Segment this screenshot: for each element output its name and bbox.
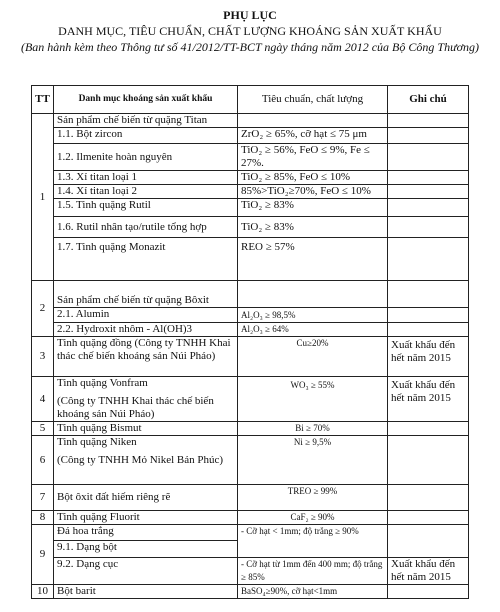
- note-cell: [388, 144, 469, 171]
- item-cell: [54, 436, 238, 485]
- row-number: 9: [32, 525, 54, 585]
- standard-cell: TiO₂ ≥ 85%, FeO ≤ 10%: [238, 171, 388, 185]
- note-cell: [388, 281, 469, 308]
- item-cell: 1.3. Xỉ titan loại 1: [54, 171, 238, 185]
- note-cell: [388, 114, 469, 128]
- table-row: [32, 436, 469, 485]
- table-row: [32, 525, 469, 541]
- col-header-standard: Tiêu chuẩn, chất lượng: [238, 86, 388, 114]
- standard-cell: ZrO₂ ≥ 65%, cỡ hạt ≤ 75 μm: [238, 128, 388, 144]
- row-number: 8: [32, 511, 54, 525]
- col-header-item: Danh mục khoáng sản xuất khẩu: [54, 86, 238, 114]
- standard-cell: TiO₂ ≥ 56%, FeO ≤ 9%, Fe ≤ 27%.: [238, 144, 388, 171]
- table-row: [32, 185, 469, 199]
- standard-cell: TiO₂ ≥ 83%: [238, 217, 388, 238]
- standard-cell: Ni ≥ 9,5%: [238, 436, 388, 485]
- note-cell: [388, 485, 469, 511]
- item-cell: 9.1. Dạng bột: [54, 541, 238, 558]
- standard-cell: BaSO₄≥90%, cỡ hạt<1mm: [238, 585, 388, 599]
- item-cell: 2.2. Hydroxit nhôm - Al(OH)3: [54, 323, 238, 337]
- standard-cell: Bi ≥ 70%: [238, 422, 388, 436]
- table-row: [32, 238, 469, 281]
- standard-cell: [238, 281, 388, 308]
- item-company: (Công ty TNHH Khai thác chế biến khoáng sản Núi Pháo): [57, 395, 214, 420]
- item-cell: Tinh quặng Fluorit: [54, 511, 238, 525]
- note-cell: [388, 238, 469, 281]
- table-row: [32, 337, 469, 377]
- note-cell: [388, 323, 469, 337]
- standard-cell: CaF₂ ≥ 90%: [238, 511, 388, 525]
- group-title: Sản phẩm chế biến từ quặng Bôxit: [54, 281, 238, 308]
- appendix-issuance-note: (Ban hành kèm theo Thông tư số 41/2012/TT-BCT ngày tháng năm 2012 của Bộ Công Thương): [20, 40, 480, 54]
- standard-cell: TiO₂ ≥ 83%: [238, 199, 388, 217]
- row-number: 3: [32, 337, 54, 377]
- standard-cell: Al₂O₃ ≥ 64%: [238, 323, 388, 337]
- row-number: 6: [32, 436, 54, 485]
- row-number: 10: [32, 585, 54, 599]
- table-row: [32, 511, 469, 525]
- row-number: 7: [32, 485, 54, 511]
- standard-cell: - Cỡ hạt từ 1mm đến 400 mm; độ trắng ≥ 85%: [238, 558, 388, 585]
- note-cell: [388, 128, 469, 144]
- item-cell: 1.6. Rutil nhân tạo/rutile tổng hợp: [54, 217, 238, 238]
- item-cell: 1.5. Tinh quặng Rutil: [54, 199, 238, 217]
- item-cell: [54, 377, 238, 422]
- row-number: 2: [32, 281, 54, 337]
- note-cell: [388, 436, 469, 485]
- standard-cell: - Cỡ hạt < 1mm; độ trắng ≥ 90%: [238, 525, 388, 558]
- table-row: [32, 585, 469, 599]
- appendix-subtitle: DANH MỤC, TIÊU CHUẨN, CHẤT LƯỢNG KHOÁNG SẢN XUẤT KHẨU: [58, 24, 442, 38]
- item-cell: 1.4. Xỉ titan loại 2: [54, 185, 238, 199]
- standard-cell: Cu≥20%: [238, 337, 388, 377]
- note-cell: [388, 422, 469, 436]
- table-row: [32, 171, 469, 185]
- table-row: [32, 128, 469, 144]
- standard-cell: 85%>TiO₂≥70%, FeO ≤ 10%: [238, 185, 388, 199]
- item-cell: 2.1. Alumin: [54, 308, 238, 323]
- note-cell: [388, 585, 469, 599]
- item-company: (Công ty TNHH Mỏ Nikel Bản Phúc): [57, 454, 224, 466]
- item-cell: 1.1. Bột zircon: [54, 128, 238, 144]
- standard-cell: Al₂O₃ ≥ 98,5%: [238, 308, 388, 323]
- table-row: [32, 144, 469, 171]
- col-header-tt: TT: [32, 86, 54, 114]
- item-cell: Bột barit: [54, 585, 238, 599]
- table-row: [32, 323, 469, 337]
- note-cell: [388, 308, 469, 323]
- row-number: 4: [32, 377, 54, 422]
- note-cell: [388, 525, 469, 558]
- standard-cell: TREO ≥ 99%: [238, 485, 388, 511]
- col-header-note: Ghi chú: [388, 86, 469, 114]
- item-cell: 9.2. Dạng cục: [54, 558, 238, 585]
- item-cell: Bột ôxit đất hiếm riêng rẽ: [54, 485, 238, 511]
- item-cell: Tinh quặng Bismut: [54, 422, 238, 436]
- table-row: [32, 485, 469, 511]
- mineral-export-table: [31, 85, 469, 599]
- note-cell: [388, 199, 469, 217]
- row-number: 1: [32, 114, 54, 281]
- table-row: [32, 114, 469, 128]
- table-row: [32, 217, 469, 238]
- standard-cell: [238, 114, 388, 128]
- group-title: Sản phẩm chế biến từ quặng Titan: [54, 114, 238, 128]
- item-cell: 1.2. Ilmenite hoàn nguyên: [54, 144, 238, 171]
- note-cell: Xuất khẩu đến hết năm 2015: [388, 337, 469, 377]
- table-header-row: [32, 86, 469, 114]
- note-cell: [388, 217, 469, 238]
- appendix-title: PHỤ LỤC: [223, 8, 277, 22]
- note-cell: [388, 171, 469, 185]
- table-row: [32, 422, 469, 436]
- item-cell: Tinh quặng đồng (Công ty TNHH Khai thác chế biến khoáng sản Núi Pháo): [54, 337, 238, 377]
- row-number: 5: [32, 422, 54, 436]
- table-row: [32, 199, 469, 217]
- note-cell: [388, 185, 469, 199]
- table-row: [32, 308, 469, 323]
- standard-cell: REO ≥ 57%: [238, 238, 388, 281]
- standard-cell: WO₃ ≥ 55%: [238, 377, 388, 422]
- note-cell: Xuất khẩu đến hết năm 2015: [388, 558, 469, 585]
- note-cell: Xuất khẩu đến hết năm 2015: [388, 377, 469, 422]
- item-name: Tinh quặng Niken: [57, 436, 137, 448]
- table-row: [32, 281, 469, 308]
- group-title: Đá hoa trắng: [54, 525, 238, 541]
- item-name: Tinh quặng Vonfram: [57, 377, 148, 389]
- table-row: [32, 558, 469, 585]
- table-row: [32, 377, 469, 422]
- note-cell: [388, 511, 469, 525]
- item-cell: 1.7. Tinh quặng Monazit: [54, 238, 238, 281]
